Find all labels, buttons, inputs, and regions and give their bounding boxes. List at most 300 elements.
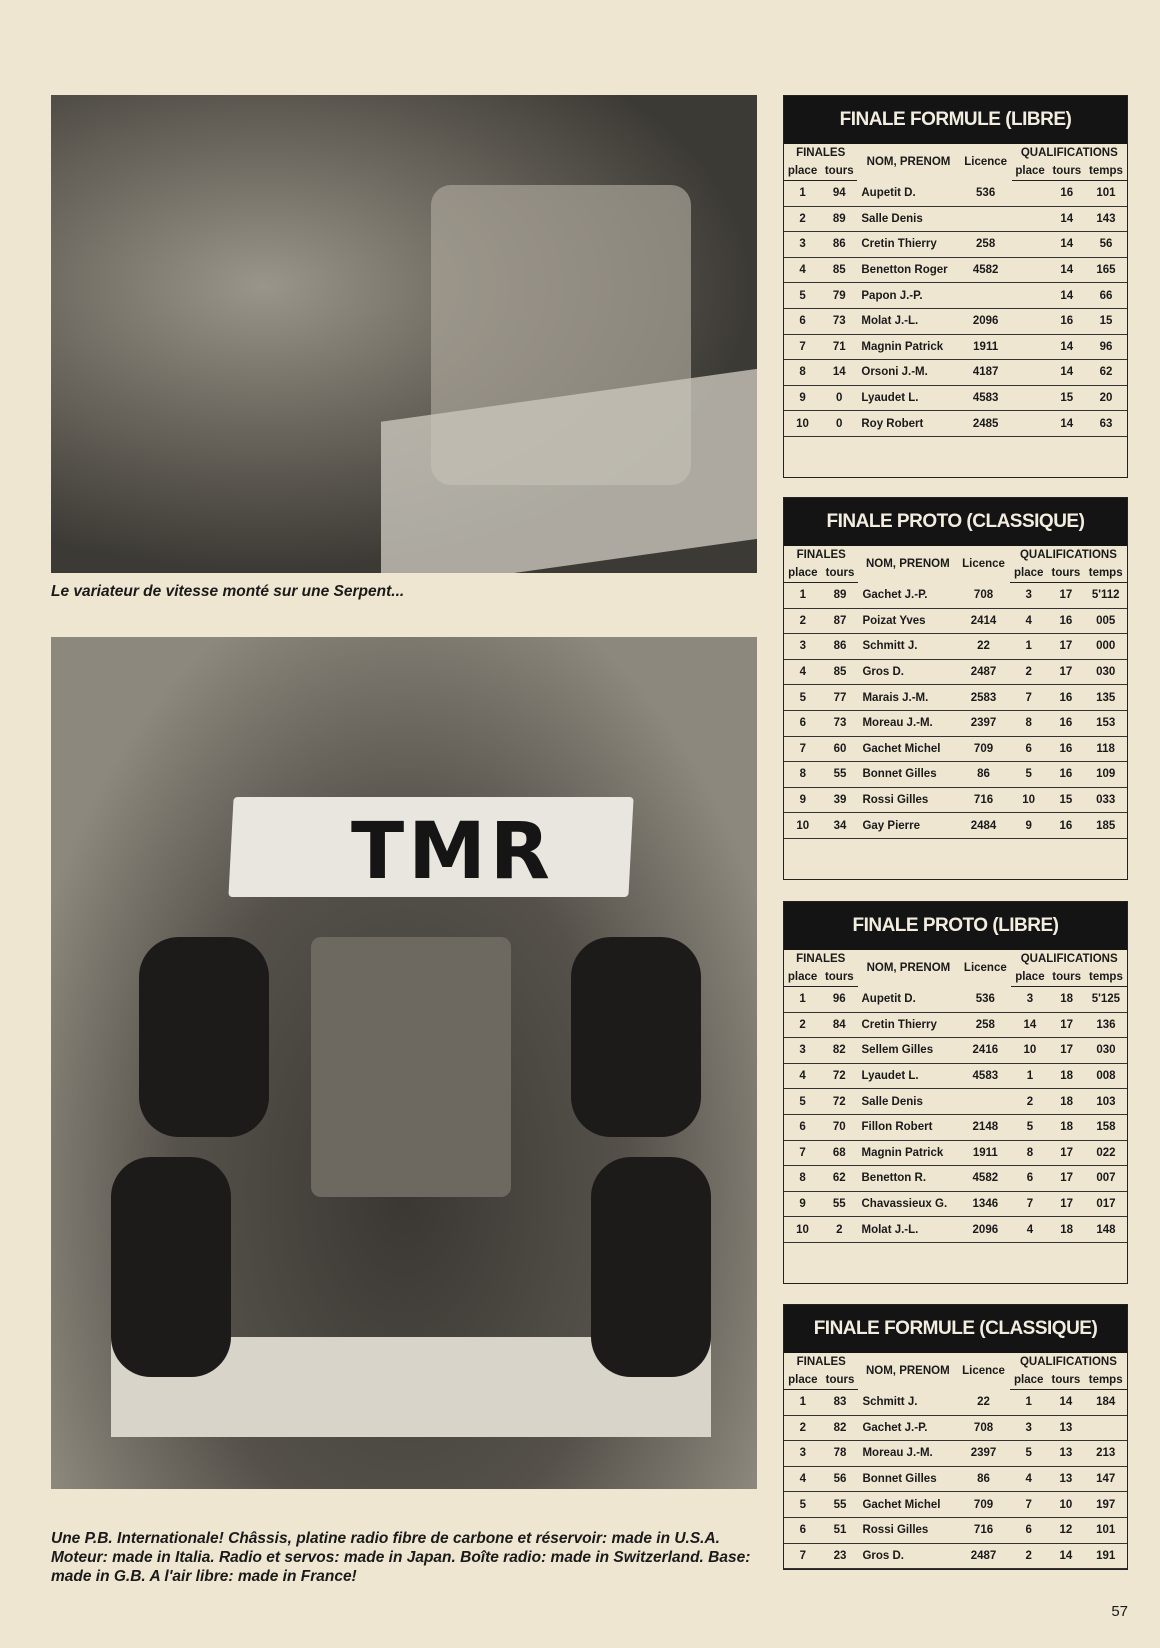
- cell-qual-tours: 10: [1047, 1492, 1084, 1518]
- table-row: [784, 710, 1127, 736]
- table-row: [784, 685, 1127, 711]
- cell-qual-tours: 17: [1048, 1191, 1084, 1217]
- cell-qual-place: [1012, 181, 1049, 207]
- table-row: [784, 1517, 1127, 1543]
- header-qualifications: QUALIFICATIONS: [1020, 953, 1118, 965]
- cell-licence: 709: [957, 1492, 1010, 1518]
- cell-qual-tours: 15: [1049, 385, 1085, 411]
- cell-tours: 60: [822, 736, 859, 762]
- cell-name: Fillon Robert: [858, 1114, 960, 1140]
- cell-name: Bonnet Gilles: [858, 1466, 957, 1492]
- cell-qual-place: [1012, 257, 1049, 283]
- cell-licence: 1911: [959, 1140, 1011, 1166]
- cell-name: Schmitt J.: [858, 634, 957, 660]
- cell-place: 8: [784, 1166, 821, 1192]
- cell-qual-place: 2: [1011, 1089, 1048, 1115]
- cell-temps: 5'112: [1084, 583, 1127, 609]
- cell-tours: 56: [822, 1466, 859, 1492]
- cell-temps: 030: [1085, 1038, 1127, 1064]
- cell-name: Aupetit D.: [858, 987, 960, 1013]
- cell-qual-tours: 17: [1047, 583, 1084, 609]
- header-tours: tours: [822, 564, 859, 583]
- results-table-proto-libre: [783, 901, 1128, 1284]
- table-row: [784, 1166, 1127, 1192]
- header-licence: Licence: [964, 156, 1008, 169]
- table-row: [784, 1441, 1127, 1467]
- cell-tours: 73: [822, 710, 859, 736]
- table-row: [784, 1063, 1127, 1089]
- header-temps: temps: [1084, 564, 1127, 583]
- cell-qual-tours: 18: [1048, 1114, 1084, 1140]
- table-row: [784, 1415, 1127, 1441]
- cell-qual-tours: 17: [1047, 659, 1084, 685]
- cell-qual-tours: 16: [1047, 710, 1084, 736]
- cell-tours: 83: [822, 1390, 859, 1416]
- cell-place: 7: [784, 334, 821, 360]
- cell-temps: 184: [1084, 1390, 1127, 1416]
- header-finales: FINALES: [796, 1356, 846, 1368]
- cell-tours: 51: [822, 1517, 859, 1543]
- cell-place: 6: [784, 308, 821, 334]
- cell-place: 4: [784, 659, 822, 685]
- cell-qual-tours: 13: [1047, 1441, 1084, 1467]
- cell-temps: 5'125: [1085, 987, 1127, 1013]
- cell-qual-tours: 13: [1047, 1415, 1084, 1441]
- cell-qual-place: 10: [1011, 1038, 1048, 1064]
- table-row: [784, 334, 1127, 360]
- cell-temps: 62: [1085, 360, 1127, 386]
- cell-temps: 63: [1085, 411, 1127, 437]
- cell-place: 1: [784, 1390, 822, 1416]
- cell-licence: 2484: [957, 813, 1010, 839]
- cell-licence: 708: [957, 583, 1010, 609]
- cell-tours: 89: [822, 583, 859, 609]
- cell-name: Rossi Gilles: [858, 1517, 957, 1543]
- cell-qual-place: 3: [1010, 1415, 1048, 1441]
- cell-licence: 2414: [957, 608, 1010, 634]
- cell-licence: 1346: [959, 1191, 1011, 1217]
- cell-qual-tours: 18: [1048, 1217, 1084, 1243]
- cell-tours: 72: [821, 1063, 857, 1089]
- cell-tours: 82: [821, 1038, 857, 1064]
- cell-tours: 2: [821, 1217, 857, 1243]
- cell-qual-tours: 14: [1049, 411, 1085, 437]
- header-qualifications: QUALIFICATIONS: [1019, 549, 1117, 561]
- cell-name: Aupetit D.: [857, 181, 959, 207]
- cell-qual-tours: 14: [1049, 334, 1085, 360]
- cell-licence: 4583: [959, 1063, 1011, 1089]
- cell-qual-tours: 16: [1047, 736, 1084, 762]
- cell-name: Lyaudet L.: [858, 1063, 960, 1089]
- cell-qual-place: [1012, 385, 1049, 411]
- cell-temps: 15: [1085, 308, 1127, 334]
- cell-qual-place: 1: [1010, 634, 1048, 660]
- cell-qual-place: [1012, 308, 1049, 334]
- cell-qual-place: 8: [1010, 710, 1048, 736]
- cell-tours: 71: [821, 334, 857, 360]
- table-row: [784, 813, 1127, 839]
- cell-name: Moreau J.-M.: [858, 1441, 957, 1467]
- cell-temps: 158: [1085, 1114, 1127, 1140]
- cell-tours: 0: [821, 411, 857, 437]
- cell-name: Sellem Gilles: [858, 1038, 960, 1064]
- cell-qual-tours: 14: [1047, 1390, 1084, 1416]
- cell-tours: 55: [822, 762, 859, 788]
- cell-place: 7: [784, 1140, 821, 1166]
- cell-temps: 109: [1084, 762, 1127, 788]
- cell-tours: 70: [821, 1114, 857, 1140]
- cell-place: 9: [784, 385, 821, 411]
- photo2-caption: Une P.B. Internationale! Châssis, platine radio fibre de carbone et réservoir: made in U.S.A. Moteur: made in Italia. Radio et servos: made in Japan. Boîte radio: made in Switzerland. Base: made in G.B. A l'air libre: made in France!: [51, 1530, 751, 1585]
- cell-place: 4: [784, 257, 821, 283]
- cell-name: Schmitt J.: [858, 1390, 957, 1416]
- cell-name: Lyaudet L.: [857, 385, 959, 411]
- cell-qual-tours: 14: [1049, 206, 1085, 232]
- cell-tours: 72: [821, 1089, 857, 1115]
- cell-licence: 22: [957, 634, 1010, 660]
- cell-temps: 135: [1084, 685, 1127, 711]
- cell-temps: [1084, 1415, 1127, 1441]
- table-row: [784, 1089, 1127, 1115]
- cell-temps: 008: [1085, 1063, 1127, 1089]
- cell-temps: 143: [1085, 206, 1127, 232]
- cell-name: Gachet J.-P.: [858, 583, 957, 609]
- table-title: FINALE FORMULE (CLASSIQUE): [784, 1305, 1127, 1353]
- cell-name: Gachet Michel: [858, 1492, 957, 1518]
- cell-temps: 033: [1084, 787, 1127, 813]
- cell-place: 10: [784, 1217, 821, 1243]
- header-place: place: [784, 162, 821, 181]
- cell-qual-tours: 16: [1049, 308, 1085, 334]
- header-tours: tours: [821, 968, 857, 987]
- cell-temps: 030: [1084, 659, 1127, 685]
- cell-tours: 14: [821, 360, 857, 386]
- page-number: 57: [1111, 1603, 1128, 1620]
- cell-licence: 2148: [959, 1114, 1011, 1140]
- table-row: [784, 736, 1127, 762]
- cell-qual-tours: 17: [1047, 634, 1084, 660]
- cell-qual-tours: 18: [1048, 987, 1084, 1013]
- cell-temps: 007: [1085, 1166, 1127, 1192]
- results-table: [784, 1353, 1127, 1569]
- cell-qual-place: [1012, 206, 1049, 232]
- cell-tours: 84: [821, 1012, 857, 1038]
- cell-place: 2: [784, 608, 822, 634]
- cell-tours: 94: [821, 181, 857, 207]
- cell-tours: 68: [821, 1140, 857, 1166]
- cell-qual-place: 7: [1010, 685, 1048, 711]
- cell-qual-place: 5: [1010, 1441, 1048, 1467]
- header-tours: tours: [822, 1371, 859, 1390]
- cell-temps: 005: [1084, 608, 1127, 634]
- cell-name: Gachet Michel: [858, 736, 957, 762]
- cell-tours: 86: [821, 232, 857, 258]
- cell-place: 6: [784, 1114, 821, 1140]
- header-qualifications: QUALIFICATIONS: [1020, 147, 1118, 159]
- cell-place: 4: [784, 1466, 822, 1492]
- table-row: [784, 787, 1127, 813]
- cell-qual-tours: 14: [1049, 360, 1085, 386]
- header-temps: temps: [1085, 162, 1127, 181]
- cell-licence: 4583: [960, 385, 1012, 411]
- cell-qual-tours: 14: [1049, 283, 1085, 309]
- cell-name: Marais J.-M.: [858, 685, 957, 711]
- cell-name: Salle Denis: [858, 1089, 960, 1115]
- cell-qual-place: 7: [1011, 1191, 1048, 1217]
- table-title: FINALE FORMULE (LIBRE): [784, 96, 1127, 144]
- cell-qual-place: 4: [1011, 1217, 1048, 1243]
- table-row: [784, 411, 1127, 437]
- table-row: [784, 1217, 1127, 1243]
- table-row: [784, 1543, 1127, 1569]
- cell-name: Magnin Patrick: [857, 334, 959, 360]
- cell-licence: 716: [957, 787, 1010, 813]
- header-qual-place: place: [1010, 564, 1048, 583]
- table-row: [784, 634, 1127, 660]
- cell-place: 9: [784, 1191, 821, 1217]
- cell-temps: 153: [1084, 710, 1127, 736]
- cell-tours: 73: [821, 308, 857, 334]
- cell-qual-place: 4: [1010, 608, 1048, 634]
- header-place: place: [784, 1371, 822, 1390]
- cell-place: 3: [784, 1038, 821, 1064]
- cell-qual-tours: 16: [1049, 181, 1085, 207]
- header-temps: temps: [1085, 968, 1127, 987]
- cell-name: Benetton Roger: [857, 257, 959, 283]
- table-row: [784, 206, 1127, 232]
- cell-tours: 96: [821, 987, 857, 1013]
- cell-licence: 2485: [960, 411, 1012, 437]
- header-licence: Licence: [962, 558, 1005, 571]
- header-qual-tours: tours: [1048, 968, 1084, 987]
- cell-tours: 77: [822, 685, 859, 711]
- cell-temps: 136: [1085, 1012, 1127, 1038]
- cell-place: 3: [784, 1441, 822, 1467]
- table-row: [784, 1466, 1127, 1492]
- cell-qual-place: 5: [1011, 1114, 1048, 1140]
- cell-qual-place: 1: [1010, 1390, 1048, 1416]
- cell-qual-place: 2: [1010, 659, 1048, 685]
- cell-qual-place: [1012, 360, 1049, 386]
- cell-tours: 78: [822, 1441, 859, 1467]
- cell-tours: 0: [821, 385, 857, 411]
- cell-place: 4: [784, 1063, 821, 1089]
- table-row: [784, 608, 1127, 634]
- cell-qual-place: [1012, 411, 1049, 437]
- header-qual-place: place: [1010, 1371, 1048, 1390]
- table-row: [784, 762, 1127, 788]
- cell-tours: 85: [821, 257, 857, 283]
- cell-qual-place: 9: [1010, 813, 1048, 839]
- cell-name: Cretin Thierry: [858, 1012, 960, 1038]
- cell-temps: 000: [1084, 634, 1127, 660]
- results-table: [784, 144, 1127, 437]
- cell-temps: 101: [1085, 181, 1127, 207]
- cell-temps: 101: [1084, 1517, 1127, 1543]
- cell-licence: 2416: [959, 1038, 1011, 1064]
- cell-licence: 258: [959, 1012, 1011, 1038]
- cell-name: Bonnet Gilles: [858, 762, 957, 788]
- cell-qual-place: 6: [1011, 1166, 1048, 1192]
- cell-temps: 147: [1084, 1466, 1127, 1492]
- cell-name: Rossi Gilles: [858, 787, 957, 813]
- cell-licence: 2397: [957, 710, 1010, 736]
- table-row: [784, 181, 1127, 207]
- table-row: [784, 232, 1127, 258]
- header-tours: tours: [821, 162, 857, 181]
- cell-name: Orsoni J.-M.: [857, 360, 959, 386]
- cell-tours: 82: [822, 1415, 859, 1441]
- table-row: [784, 1012, 1127, 1038]
- cell-tours: 55: [821, 1191, 857, 1217]
- photo-serpent-speed-controller: [51, 95, 757, 573]
- table-row: [784, 1492, 1127, 1518]
- cell-licence: [960, 283, 1012, 309]
- cell-licence: 86: [957, 1466, 1010, 1492]
- cell-licence: 536: [960, 181, 1012, 207]
- cell-qual-place: 7: [1010, 1492, 1048, 1518]
- cell-name: Molat J.-L.: [857, 308, 959, 334]
- cell-qual-tours: 16: [1047, 762, 1084, 788]
- header-place: place: [784, 564, 822, 583]
- table-row: [784, 257, 1127, 283]
- cell-qual-place: 2: [1010, 1543, 1048, 1569]
- cell-temps: 165: [1085, 257, 1127, 283]
- cell-name: Chavassieux G.: [858, 1191, 960, 1217]
- header-licence: Licence: [962, 1365, 1005, 1378]
- header-qual-tours: tours: [1047, 564, 1084, 583]
- cell-temps: 56: [1085, 232, 1127, 258]
- cell-temps: 197: [1084, 1492, 1127, 1518]
- cell-place: 10: [784, 813, 822, 839]
- results-table-formule-classique: [783, 1304, 1128, 1570]
- cell-temps: 96: [1085, 334, 1127, 360]
- cell-name: Papon J.-P.: [857, 283, 959, 309]
- cell-temps: 66: [1085, 283, 1127, 309]
- cell-place: 2: [784, 1012, 821, 1038]
- cell-place: 5: [784, 1089, 821, 1115]
- cell-qual-place: 5: [1010, 762, 1048, 788]
- cell-place: 7: [784, 736, 822, 762]
- cell-qual-tours: 14: [1049, 232, 1085, 258]
- cell-tours: 34: [822, 813, 859, 839]
- cell-name: Gachet J.-P.: [858, 1415, 957, 1441]
- table-row: [784, 987, 1127, 1013]
- cell-licence: 4187: [960, 360, 1012, 386]
- table-row: [784, 1191, 1127, 1217]
- cell-qual-place: 4: [1010, 1466, 1048, 1492]
- cell-name: Gros D.: [858, 659, 957, 685]
- cell-qual-tours: 17: [1048, 1166, 1084, 1192]
- cell-name: Gros D.: [858, 1543, 957, 1569]
- cell-licence: 1911: [960, 334, 1012, 360]
- cell-place: 8: [784, 762, 822, 788]
- cell-qual-tours: 18: [1048, 1089, 1084, 1115]
- cell-tours: 86: [822, 634, 859, 660]
- cell-name: Benetton R.: [858, 1166, 960, 1192]
- cell-qual-place: [1012, 283, 1049, 309]
- photo-pb-internationale-car: [51, 637, 757, 1489]
- results-table-formule-libre: [783, 95, 1128, 478]
- cell-place: 10: [784, 411, 821, 437]
- table-title: FINALE PROTO (CLASSIQUE): [784, 498, 1127, 546]
- cell-name: Magnin Patrick: [858, 1140, 960, 1166]
- cell-temps: 118: [1084, 736, 1127, 762]
- cell-licence: 2487: [957, 1543, 1010, 1569]
- table-row: [784, 1390, 1127, 1416]
- cell-qual-tours: 16: [1047, 608, 1084, 634]
- cell-place: 1: [784, 583, 822, 609]
- results-table-proto-classique: [783, 497, 1128, 880]
- header-nom-prenom: NOM, PRENOM: [865, 1365, 950, 1378]
- cell-qual-place: 6: [1010, 736, 1048, 762]
- cell-tours: 23: [822, 1543, 859, 1569]
- cell-name: Gay Pierre: [858, 813, 957, 839]
- cell-place: 3: [784, 634, 822, 660]
- table-row: [784, 659, 1127, 685]
- cell-licence: 2096: [959, 1217, 1011, 1243]
- cell-place: 3: [784, 232, 821, 258]
- cell-qual-place: [1012, 232, 1049, 258]
- cell-temps: 191: [1084, 1543, 1127, 1569]
- cell-licence: 2583: [957, 685, 1010, 711]
- cell-licence: 86: [957, 762, 1010, 788]
- header-temps: temps: [1084, 1371, 1127, 1390]
- cell-place: 1: [784, 987, 821, 1013]
- cell-licence: 536: [959, 987, 1011, 1013]
- cell-qual-place: 3: [1010, 583, 1048, 609]
- cell-tours: 55: [822, 1492, 859, 1518]
- cell-qual-tours: 18: [1048, 1063, 1084, 1089]
- header-place: place: [784, 968, 821, 987]
- cell-tours: 62: [821, 1166, 857, 1192]
- cell-qual-tours: 12: [1047, 1517, 1084, 1543]
- cell-qual-place: [1012, 334, 1049, 360]
- cell-qual-tours: 14: [1049, 257, 1085, 283]
- cell-qual-tours: 16: [1047, 813, 1084, 839]
- cell-place: 6: [784, 1517, 822, 1543]
- cell-qual-tours: 17: [1048, 1140, 1084, 1166]
- cell-qual-place: 10: [1010, 787, 1048, 813]
- cell-place: 9: [784, 787, 822, 813]
- photo1-caption: Le variateur de vitesse monté sur une Serpent...: [51, 583, 405, 600]
- header-qualifications: QUALIFICATIONS: [1019, 1356, 1117, 1368]
- cell-qual-tours: 13: [1047, 1466, 1084, 1492]
- header-nom-prenom: NOM, PRENOM: [866, 156, 951, 169]
- cell-qual-tours: 14: [1047, 1543, 1084, 1569]
- cell-licence: 708: [957, 1415, 1010, 1441]
- table-row: [784, 1114, 1127, 1140]
- cell-temps: 20: [1085, 385, 1127, 411]
- header-qual-tours: tours: [1047, 1371, 1084, 1390]
- cell-qual-tours: 17: [1048, 1012, 1084, 1038]
- cell-tours: 87: [822, 608, 859, 634]
- cell-qual-place: 3: [1011, 987, 1048, 1013]
- cell-tours: 85: [822, 659, 859, 685]
- cell-place: 5: [784, 1492, 822, 1518]
- cell-qual-place: 8: [1011, 1140, 1048, 1166]
- cell-qual-place: 14: [1011, 1012, 1048, 1038]
- cell-place: 7: [784, 1543, 822, 1569]
- cell-tours: 79: [821, 283, 857, 309]
- results-table: [784, 950, 1127, 1243]
- cell-place: 6: [784, 710, 822, 736]
- cell-place: 2: [784, 1415, 822, 1441]
- cell-temps: 022: [1085, 1140, 1127, 1166]
- cell-qual-place: 6: [1010, 1517, 1048, 1543]
- cell-name: Cretin Thierry: [857, 232, 959, 258]
- header-finales: FINALES: [796, 147, 846, 159]
